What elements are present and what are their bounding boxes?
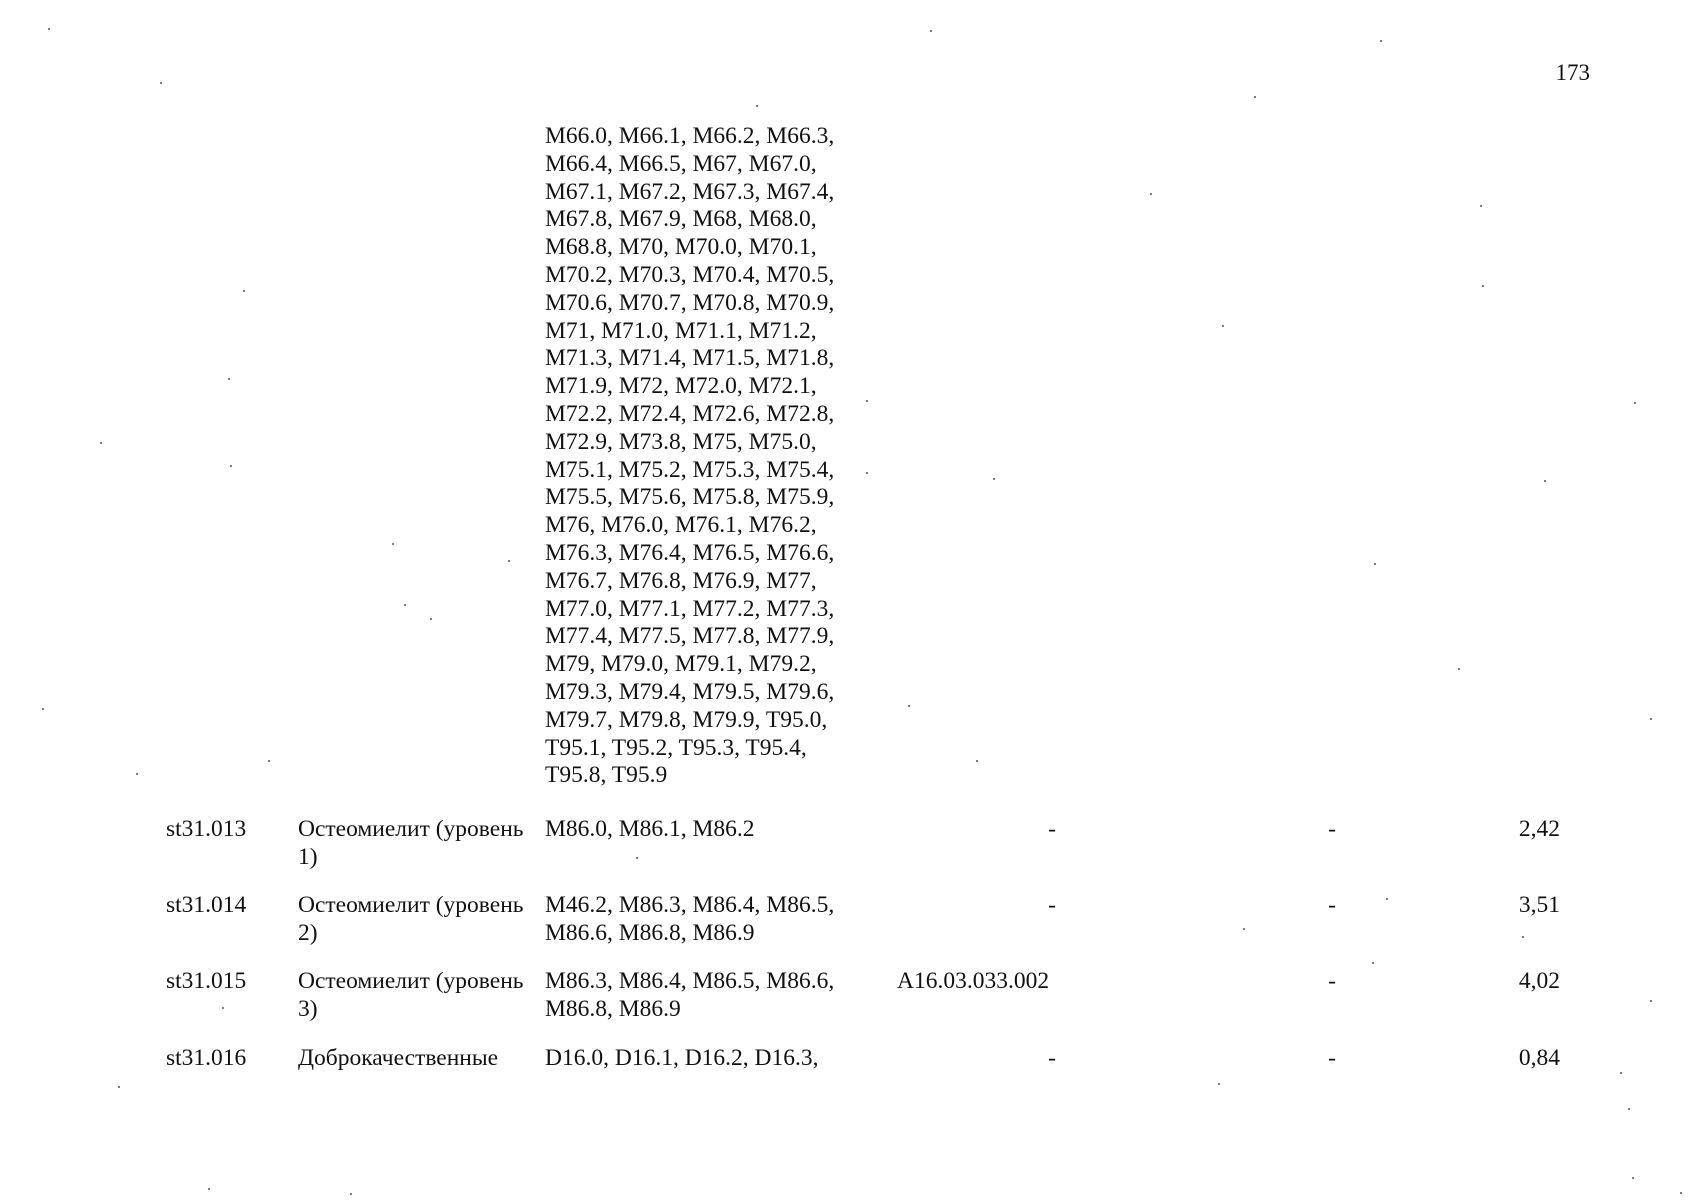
row-name-line: 1) xyxy=(298,843,318,870)
scan-speck xyxy=(1243,928,1245,930)
icd-codes-line: M66.4, M66.5, M67, M67.0, xyxy=(545,150,817,177)
scan-speck xyxy=(268,760,270,762)
scan-speck xyxy=(756,105,758,107)
scan-speck xyxy=(1218,1083,1220,1085)
scan-speck xyxy=(1650,718,1652,720)
icd-codes-line: M75.1, M75.2, M75.3, M75.4, xyxy=(545,456,835,483)
scan-speck xyxy=(1150,193,1152,195)
scan-speck xyxy=(1628,1108,1630,1110)
scan-speck xyxy=(160,82,162,84)
row-code: st31.016 xyxy=(166,1045,247,1071)
scan-speck xyxy=(228,378,230,380)
page-number: 173 xyxy=(1555,60,1590,85)
row-code: st31.014 xyxy=(166,892,247,918)
icd-codes-line: M66.0, M66.1, M66.2, M66.3, xyxy=(545,123,835,149)
row-icd-line: M86.0, M86.1, M86.2 xyxy=(545,816,755,842)
icd-codes-line: T95.1, T95.2, T95.3, T95.4, xyxy=(545,734,807,761)
icd-codes-line: M70.2, M70.3, M70.4, M70.5, xyxy=(545,261,835,288)
icd-codes-line: M72.2, M72.4, M72.6, M72.8, xyxy=(545,400,835,427)
icd-codes-line: M67.8, M67.9, M68, M68.0, xyxy=(545,206,817,233)
scan-speck xyxy=(1634,402,1636,404)
scan-speck xyxy=(208,1188,210,1190)
scan-speck xyxy=(230,465,232,467)
icd-codes-line: M71, M71.0, M71.1, M71.2, xyxy=(545,317,817,344)
scan-speck xyxy=(118,1086,120,1088)
row-name-line: Остеомиелит (уровень xyxy=(298,816,524,842)
scan-speck xyxy=(100,442,102,444)
icd-codes-line: M71.3, M71.4, M71.5, M71.8, xyxy=(545,345,835,372)
icd-codes-line: M76, M76.0, M76.1, M76.2, xyxy=(545,512,817,539)
scan-speck xyxy=(508,560,510,562)
scan-speck xyxy=(243,290,245,292)
scan-speck xyxy=(1632,1177,1634,1179)
row-icd-line: M46.2, M86.3, M86.4, M86.5, xyxy=(545,892,835,918)
scan-speck xyxy=(48,28,50,30)
row-name xyxy=(298,1045,543,1073)
icd-codes-line: M76.3, M76.4, M76.5, M76.6, xyxy=(545,539,835,566)
row-name xyxy=(298,892,543,948)
scan-speck xyxy=(392,543,394,545)
scan-speck xyxy=(866,400,868,402)
icd-codes-line: M79.7, M79.8, M79.9, T95.0, xyxy=(545,706,828,733)
scan-speck xyxy=(1480,205,1482,207)
scan-speck xyxy=(1372,962,1374,964)
scan-speck xyxy=(1254,96,1256,98)
icd-codes-line: M71.9, M72, M72.0, M72.1, xyxy=(545,373,817,400)
row-extra-criterion: - xyxy=(1328,892,1336,918)
row-code: st31.013 xyxy=(166,816,247,842)
row-name-line: Доброкачественные xyxy=(298,1045,499,1071)
icd-codes-line: M67.1, M67.2, M67.3, M67.4, xyxy=(545,178,835,205)
row-name-line: 2) xyxy=(298,919,318,946)
scan-speck xyxy=(930,30,932,32)
row-coefficient: 0,84 xyxy=(1518,1045,1560,1071)
scan-speck xyxy=(1458,668,1460,670)
row-icd-codes xyxy=(545,892,865,948)
scan-speck xyxy=(1650,1000,1652,1002)
scan-speck xyxy=(42,708,44,710)
scan-speck xyxy=(1522,936,1524,938)
row-extra-criterion: - xyxy=(1328,1045,1336,1071)
icd-codes-line: M79, M79.0, M79.1, M79.2, xyxy=(545,651,817,678)
row-icd-line: D16.0, D16.1, D16.2, D16.3, xyxy=(545,1045,819,1071)
scan-speck xyxy=(1386,898,1388,900)
scan-speck xyxy=(1482,285,1484,287)
scan-speck xyxy=(976,760,978,762)
row-name-line: Остеомиелит (уровень xyxy=(298,968,524,994)
icd-codes-line: T95.8, T95.9 xyxy=(545,762,668,789)
scan-speck xyxy=(430,618,432,620)
row-icd-line: M86.3, M86.4, M86.5, M86.6, xyxy=(545,968,835,994)
icd-codes-line: M70.6, M70.7, M70.8, M70.9, xyxy=(545,289,835,316)
row-procedure: - xyxy=(1048,816,1056,842)
scan-speck xyxy=(993,478,995,480)
row-coefficient: 3,51 xyxy=(1518,892,1560,918)
row-icd-codes xyxy=(545,816,865,844)
icd-codes-line: M79.3, M79.4, M79.5, M79.6, xyxy=(545,678,835,705)
icd-codes-line: M77.4, M77.5, M77.8, M77.9, xyxy=(545,623,835,650)
icd-codes-line: M72.9, M73.8, M75, M75.0, xyxy=(545,428,817,455)
scan-speck xyxy=(1380,40,1382,42)
row-name xyxy=(298,968,543,1024)
scan-speck xyxy=(866,472,868,474)
scan-speck xyxy=(136,773,138,775)
row-procedure: - xyxy=(1048,892,1056,918)
row-name-line: Остеомиелит (уровень xyxy=(298,892,524,918)
icd-codes-line: M77.0, M77.1, M77.2, M77.3, xyxy=(545,595,835,622)
row-extra-criterion: - xyxy=(1328,816,1336,842)
row-icd-codes xyxy=(545,1045,865,1073)
row-procedure: A16.03.033.002 xyxy=(897,968,1050,994)
row-name xyxy=(298,816,543,872)
scan-speck xyxy=(1620,1072,1622,1074)
icd-codes-line: M76.7, M76.8, M76.9, M77, xyxy=(545,567,817,594)
row-procedure: - xyxy=(1048,1045,1056,1071)
row-code: st31.015 xyxy=(166,968,247,994)
row-icd-codes xyxy=(545,968,865,1024)
scan-speck xyxy=(908,705,910,707)
scan-speck xyxy=(404,604,406,606)
row-coefficient: 2,42 xyxy=(1518,816,1560,842)
icd-codes-line: M68.8, M70, M70.0, M70.1, xyxy=(545,234,817,261)
scan-speck xyxy=(636,857,638,859)
scan-speck xyxy=(1222,325,1224,327)
row-coefficient: 4,02 xyxy=(1518,968,1560,994)
scan-speck xyxy=(222,1007,224,1009)
row-icd-line: M86.8, M86.9 xyxy=(545,995,681,1022)
scan-speck xyxy=(1544,480,1546,482)
row-name-line: 3) xyxy=(298,995,318,1022)
scan-speck xyxy=(350,1193,352,1195)
scan-speck xyxy=(1374,563,1376,565)
continued-icd-codes xyxy=(545,123,865,790)
row-extra-criterion: - xyxy=(1328,968,1336,994)
icd-codes-line: M75.5, M75.6, M75.8, M75.9, xyxy=(545,484,835,511)
row-icd-line: M86.6, M86.8, M86.9 xyxy=(545,919,755,946)
scan-speck xyxy=(1680,1192,1682,1194)
